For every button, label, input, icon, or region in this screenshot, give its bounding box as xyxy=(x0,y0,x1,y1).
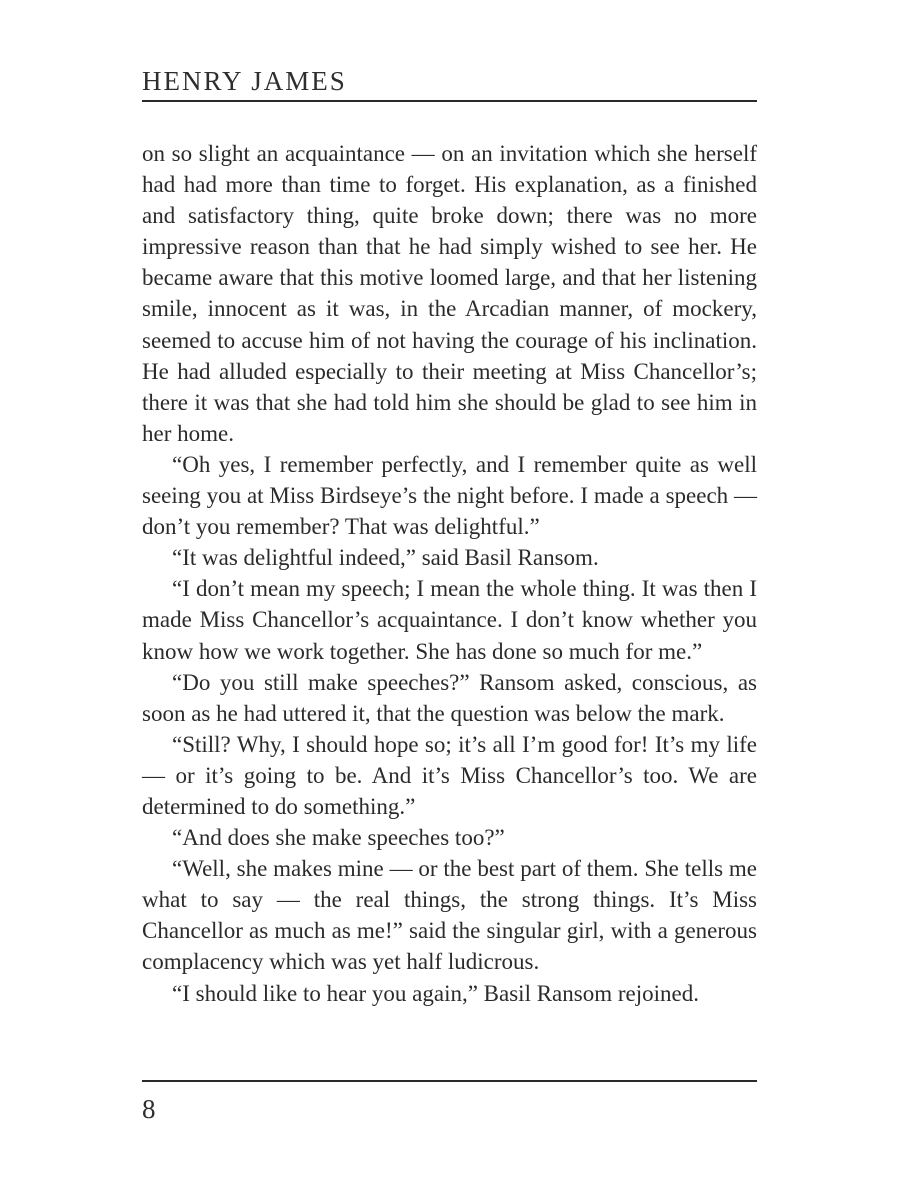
paragraph: “It was delightful indeed,” said Basil Ransom. xyxy=(172,545,599,571)
paragraph: “Do you still make speeches?” Ransom asked, conscious, as soon as he had uttered it, that the question was below the mark. xyxy=(142,669,757,726)
paragraph: “Still? Why, I should hope so; it’s all I’m good for! It’s my life — or it’s going to be. And it’s Miss Chancellor’s too. We are determined to do something.” xyxy=(142,731,757,819)
header-rule xyxy=(142,100,757,102)
page-footer xyxy=(142,1080,757,1124)
paragraph: “Well, she makes mine — or the best part of them. She tells me what to say — the real things, the strong things. It’s Miss Chancellor as much as me!” said the singular girl, with a generous complacency which was yet half ludicrous. xyxy=(142,856,757,975)
body-text xyxy=(142,138,757,1009)
paragraph: “And does she make speeches too?” xyxy=(172,825,505,851)
paragraph: “I don’t mean my speech; I mean the whole thing. It was then I made Miss Chancellor’s acquaintance. I don’t know whether you know how we work together. She has done so much for me.” xyxy=(142,576,757,664)
footer-rule xyxy=(142,1080,757,1082)
paragraph: “I should like to hear you again,” Basil Ransom rejoined. xyxy=(172,980,699,1006)
page-header xyxy=(142,62,757,102)
page-number: 8 xyxy=(142,1094,156,1124)
running-head: HENRY JAMES xyxy=(142,66,347,96)
paragraph: “Oh yes, I remember perfectly, and I remember quite as well seeing you at Miss Birdseye’s the night before. I made a speech — don’t you remember? That was delightful.” xyxy=(142,451,757,540)
paragraph: on so slight an acquaintance — on an invitation which she herself had had more than time to forget. His explanation, as a finished and satisfactory thing, quite broke down; there was no more impressive reason than that he had simply wished to see her. He became aware that this motive loomed large, and that her listening smile, innocent as it was, in the Arcadian manner, of mockery, seemed to accuse him of not having the courage of his inclination. He had alluded especially to their meeting at Miss Chancellor’s; there it was that she had told him she should be glad to see him in her home. xyxy=(142,141,757,446)
